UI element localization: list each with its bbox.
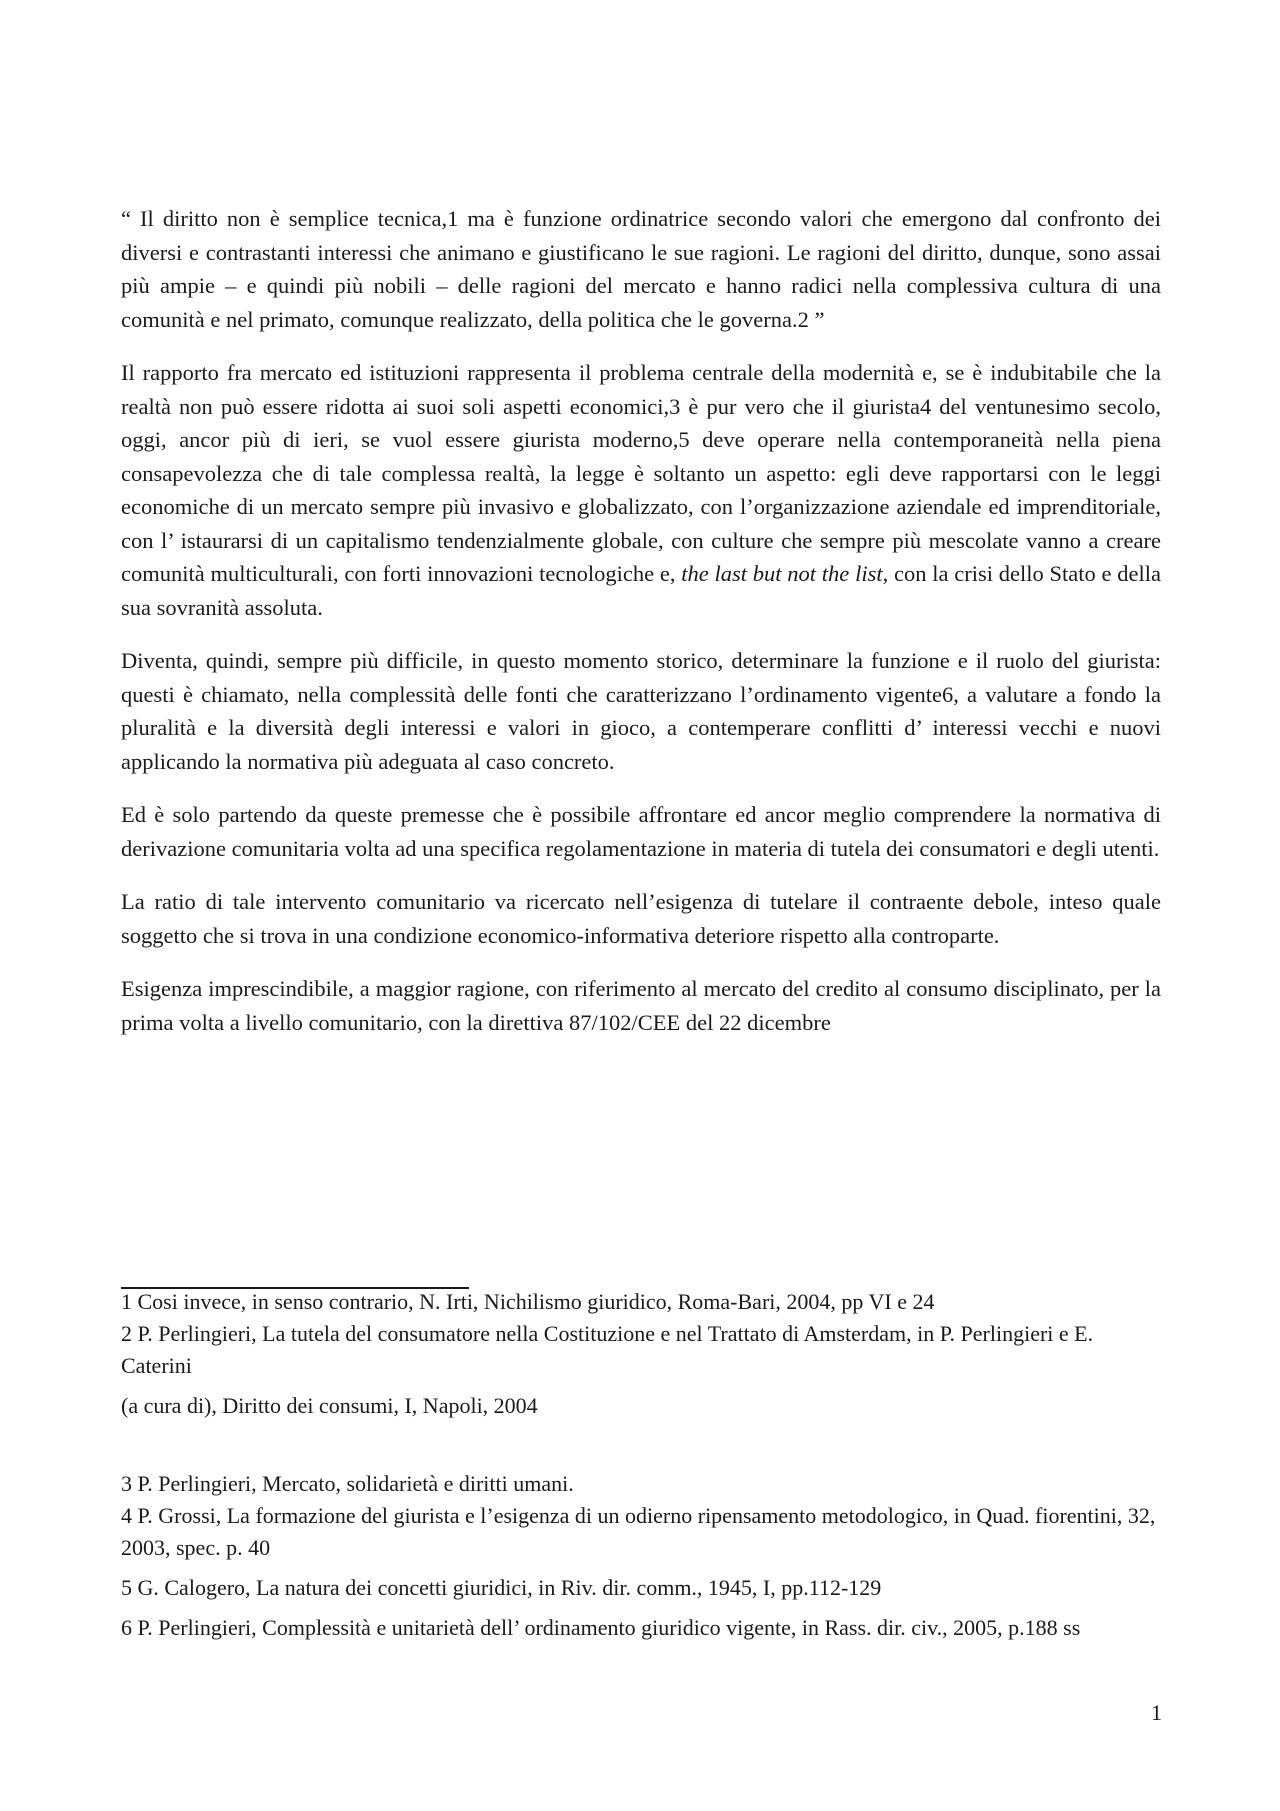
paragraph-text: Il rapporto fra mercato ed istituzioni rappresenta il problema centrale della modernità e, se è indubitabile che la realtà non può essere ridotta ai suoi soli aspetti economici,3 è pur vero che il giurista4 del ventunesimo secolo, oggi, ancor più di ieri, se vuol essere giurista moderno,5 deve operare nella contemporaneità nella piena consapevolezza che di tale complessa realtà, la legge è soltanto un aspetto: egli deve rapportarsi con le leggi economiche di un mercato sempre più invasivo e globalizzato, con l’organizzazione aziendale ed imprenditoriale, con l’ istaurarsi di un capitalismo tendenzialmente globale, con culture che sempre più mescolate vanno a creare comunità multiculturali, con forti innovazioni tecnologiche e, xyxy=(121,360,1161,586)
paragraph-market-institutions xyxy=(121,356,1161,624)
footnote-6: 6 P. Perlingieri, Complessità e unitarietà dell’ ordinamento giuridico vigente, in Rass. dir. civ., 2005, p.188 ss xyxy=(121,1615,1081,1640)
paragraph-jurist-role: Diventa, quindi, sempre più difficile, in questo momento storico, determinare la funzione e il ruolo del giurista: questi è chiamato, nella complessità delle fonti che caratterizzano l’ordinamento vigente6, a valutare a fondo la pluralità e la diversità degli interessi e valori in gioco, a contemperare conflitti d’ interessi vecchi e nuovi applicando la normativa più adeguata al caso concreto. xyxy=(121,648,1161,774)
paragraph-credit-market: Esigenza imprescindibile, a maggior ragione, con riferimento al mercato del credito al consumo disciplinato, per la prima volta a livello comunitario, con la direttiva 87/102/CEE del 22 dicembre xyxy=(121,976,1161,1035)
footnote-4: 4 P. Grossi, La formazione del giurista e l’esigenza di un odierno ripensamento metodologico, in Quad. fiorentini, 32, 2003, spec. p. 40 xyxy=(121,1503,1156,1560)
body-text xyxy=(121,202,1161,1059)
page-number: 1 xyxy=(1151,1700,1162,1725)
footnote-5: 5 G. Calogero, La natura dei concetti giuridici, in Riv. dir. comm., 1945, I, pp.112-129 xyxy=(121,1575,882,1600)
footnote-2: 2 P. Perlingieri, La tutela del consumatore nella Costituzione e nel Trattato di Amsterdam, in P. Perlingieri e E. Caterini xyxy=(121,1321,1094,1378)
paragraph-quote: “ Il diritto non è semplice tecnica,1 ma è funzione ordinatrice secondo valori che emergono dal confronto dei diversi e contrastanti interessi che animano e giustificano le sue ragioni. Le ragioni del diritto, dunque, sono assai più ampie – e quindi più nobili – delle ragioni del mercato e hanno radici nella complessiva cultura di una comunità e nel primato, comunque realizzato, della politica che le governa.2 ” xyxy=(121,206,1161,332)
paragraph-ratio: La ratio di tale intervento comunitario va ricercato nell’esigenza di tutelare il contraente debole, inteso quale soggetto che si trova in una condizione economico-informativa deteriore rispetto alla controparte. xyxy=(121,889,1161,948)
footnote-3: 3 P. Perlingieri, Mercato, solidarietà e diritti umani. xyxy=(121,1471,574,1496)
paragraph-premises: Ed è solo partendo da queste premesse che è possibile affrontare ed ancor meglio comprendere la normativa di derivazione comunitaria volta ad una specifica regolamentazione in materia di tutela dei consumatori e degli utenti. xyxy=(121,802,1161,861)
paragraph-text: , con la crisi dello Stato e della sua sovranità assoluta. xyxy=(121,561,1162,620)
italic-phrase: the last but not the list xyxy=(681,561,883,586)
footnote-1: 1 Cosi invece, in senso contrario, N. Irti, Nichilismo giuridico, Roma-Bari, 2004, pp VI e 24 xyxy=(121,1289,935,1314)
footnotes xyxy=(121,1286,1161,1644)
footnote-2-continued: (a cura di), Diritto dei consumi, I, Napoli, 2004 xyxy=(121,1393,538,1418)
